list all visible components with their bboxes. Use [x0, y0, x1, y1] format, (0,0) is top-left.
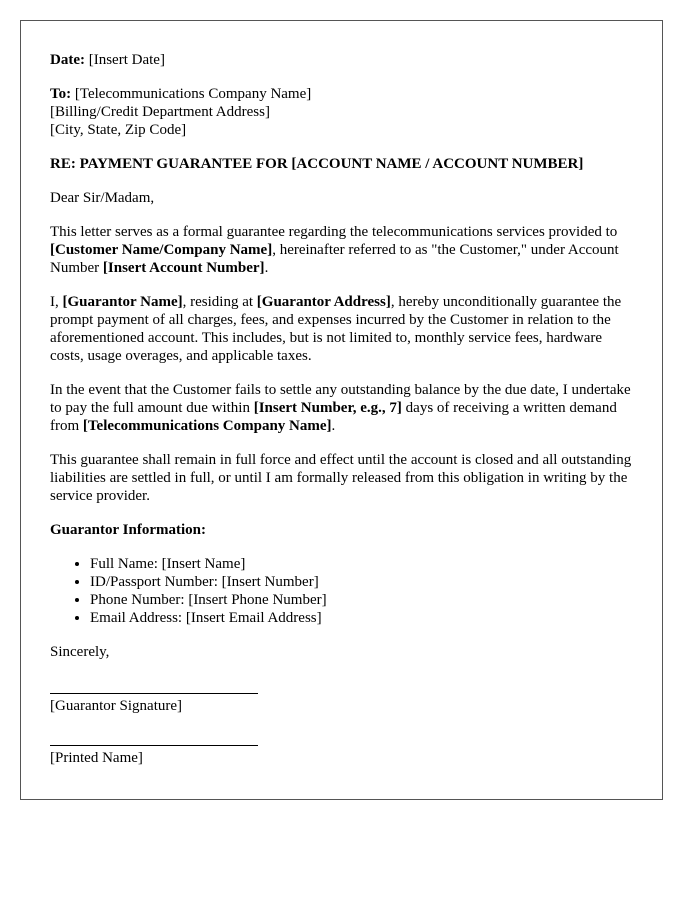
signature-line: [50, 693, 258, 694]
signature-label: [Guarantor Signature]: [50, 698, 183, 714]
closing: Sincerely,: [50, 644, 110, 660]
recipient-department: [Billing/Credit Department Address]: [50, 104, 270, 120]
letter: [20, 20, 663, 800]
list-item: • Full Name: [Insert Name]: [90, 555, 633, 573]
guarantor-info-list: [50, 555, 633, 627]
paragraph-3: In the event that the Customer fails to settle any outstanding balance by the due date, I undertake to pay the full amount due within [Insert Number, e.g., 7] days of receiving a written demand from [Telecommunications Company Name].: [50, 382, 631, 434]
list-item: • Email Address: [Insert Email Address]: [90, 609, 633, 627]
date-value: [Insert Date]: [88, 52, 165, 68]
salutation: Dear Sir/Madam,: [50, 190, 155, 206]
paragraph-2: I, [Guarantor Name], residing at [Guarantor Address], hereby unconditionally guarantee the prompt payment of all charges, fees, and expenses incurred by the Customer in relation to the aforementioned account. This includes, but is not limited to, monthly service fees, hardware costs, usage overages, and applicable taxes.: [50, 294, 622, 364]
subject-line: RE: PAYMENT GUARANTEE FOR [ACCOUNT NAME / ACCOUNT NUMBER]: [50, 156, 584, 172]
guarantor-heading: Guarantor Information:: [50, 522, 206, 538]
recipient-city: [City, State, Zip Code]: [50, 122, 187, 138]
date-line: Date: [Insert Date]: [50, 52, 165, 68]
recipient-block: To: [Telecommunications Company Name] [Billing/Credit Department Address] [City, State, Zip Code]: [50, 86, 312, 138]
list-item: • ID/Passport Number: [Insert Number]: [90, 573, 633, 591]
list-item: • Phone Number: [Insert Phone Number]: [90, 591, 633, 609]
printed-name-line: [50, 745, 258, 746]
paragraph-1: This letter serves as a formal guarantee regarding the telecommunications services provided to [Customer Name/Company Name], hereinafter referred to as "the Customer," under Account Number [Insert Account Number].: [50, 224, 619, 276]
paragraph-4: This guarantee shall remain in full force and effect until the account is closed and all outstanding liabilities are settled in full, or until I am formally released from this obligation in writing by the service provider.: [50, 452, 632, 504]
printed-name-label: [Printed Name]: [50, 750, 143, 766]
recipient-company: [Telecommunications Company Name]: [74, 86, 312, 102]
